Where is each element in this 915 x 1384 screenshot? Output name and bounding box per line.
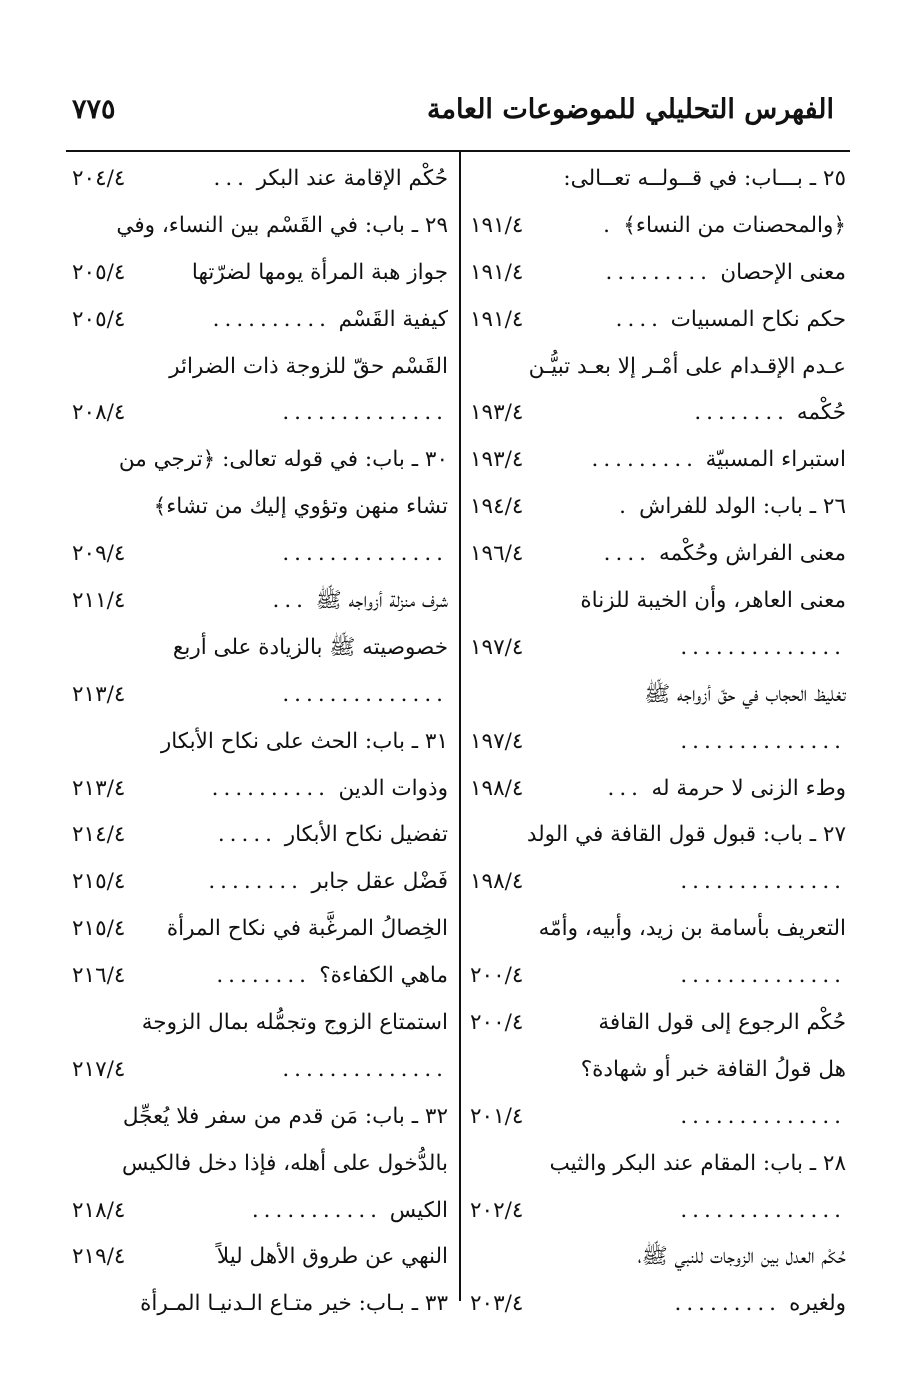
leader-dots: ..............: [282, 681, 448, 707]
page-reference: ٢١٤/٤: [72, 822, 126, 848]
entry-text: ٣٢ ـ باب: مَن قدم من سفر فلا يُعجِّل: [122, 1103, 448, 1129]
index-entry: [470, 344, 846, 391]
leader-dots: ..............: [680, 1197, 846, 1223]
page-reference: ٢٠٠/٤: [470, 1010, 524, 1036]
entry-text: الخِصالُ المرغَّبة في نكاح المرأة: [166, 916, 448, 942]
index-entry: [72, 531, 448, 578]
page-reference: ١٩٨/٤: [470, 775, 524, 801]
entry-text: خصوصيته ﷺ بالزيادة على أربع: [172, 634, 448, 660]
index-entry: [72, 297, 448, 344]
leader-dots: ..............: [680, 728, 846, 754]
index-entry: [470, 1281, 846, 1328]
page-reference: ١٩٧/٤: [470, 728, 524, 754]
leader-dots: ..............: [680, 634, 846, 660]
index-entry: [72, 437, 448, 484]
entry-text: حُكْمه: [796, 400, 846, 426]
page-reference: ٢١١/٤: [72, 588, 126, 614]
page-reference: ٢٠٣/٤: [470, 1291, 524, 1317]
page-reference: ١٩٨/٤: [470, 869, 524, 895]
entry-text: عـدم الإقـدام على أمْـر إلا بعـد تبيُّـن: [528, 353, 846, 379]
leader-dots: ...: [272, 588, 308, 614]
index-entry: [72, 953, 448, 1000]
leader-dots: .........: [674, 1291, 781, 1317]
page-reference: ٢٠٩/٤: [72, 541, 126, 567]
page-reference: ٢١٣/٤: [72, 681, 126, 707]
entry-text: ماهي الكفاءة؟: [319, 963, 448, 989]
page-reference: ١٩٧/٤: [470, 634, 524, 660]
index-entry: [470, 578, 846, 625]
entry-text: بالدُّخول على أهله، فإذا دخل فالكيس: [122, 1150, 448, 1176]
leader-dots: ..............: [680, 963, 846, 989]
entry-text: حُكْم العدل بين الزوجات للنبي ﷺ،: [637, 1244, 846, 1270]
page-reference: ١٩١/٤: [470, 306, 524, 332]
leader-dots: ....: [615, 306, 663, 332]
index-entry: [72, 1234, 448, 1281]
index-entry: [470, 297, 846, 344]
index-entry: [470, 625, 846, 672]
index-entry: [72, 1281, 448, 1328]
index-entry: [470, 250, 846, 297]
index-entry: [72, 859, 448, 906]
page-reference: ٢١٦/٤: [72, 963, 126, 989]
page-reference: ٢١٥/٤: [72, 869, 126, 895]
entry-text: جواز هبة المرأة يومها لضرّتها: [191, 259, 448, 285]
entry-text: معنى العاهر، وأن الخيبة للزناة: [580, 588, 846, 614]
entry-text: الكيس: [389, 1197, 448, 1223]
page-reference: ١٩٦/٤: [470, 541, 524, 567]
index-entry: [470, 953, 846, 1000]
leader-dots: ........: [694, 400, 789, 426]
leader-dots: .: [603, 212, 615, 238]
index-entry: [72, 1141, 448, 1188]
leader-dots: ...: [213, 166, 249, 191]
page-reference: ٢١٨/٤: [72, 1197, 126, 1223]
index-entry: [72, 203, 448, 250]
entry-text: وطء الزنى لا حرمة له: [651, 775, 846, 801]
entry-text: التعريف بأسامة بن زيد، وأبيه، وأمّه: [538, 916, 846, 942]
entry-text: حُكْم الإقامة عند البكر: [256, 166, 448, 191]
page-reference: ٢٠١/٤: [470, 1103, 524, 1129]
page-title: الفهرس التحليلي للموضوعات العامة: [427, 94, 834, 125]
entry-text: ٢٧ ـ باب: قبول قول القافة في الولد: [526, 822, 846, 848]
entry-text: معنى الإحصان: [720, 259, 846, 285]
entry-text: فَضْل عقل جابر: [311, 869, 448, 895]
index-entry: [470, 906, 846, 953]
leader-dots: ...: [607, 775, 643, 801]
entry-text: حكم نكاح المسبيات: [670, 306, 846, 332]
entry-text: القَسْم حقّ للزوجة ذات الضرائر: [169, 353, 448, 379]
entry-text: تغليظ الحجاب في حقّ أزواجه ﷺ: [644, 681, 846, 707]
index-entry: [72, 250, 448, 297]
leader-dots: ..............: [680, 1103, 846, 1129]
page-reference: ٢٠٢/٤: [470, 1197, 524, 1223]
index-entry: [470, 484, 846, 531]
leader-dots: ..........: [211, 775, 330, 801]
index-entry: [72, 672, 448, 719]
page-reference: ٢٠٨/٤: [72, 400, 126, 426]
leader-dots: ..............: [282, 541, 448, 567]
index-entry: [72, 484, 448, 531]
entry-text: استمتاع الزوج وتجمُّله بمال الزوجة: [141, 1010, 448, 1036]
leader-dots: ........: [216, 963, 311, 989]
index-entry: [470, 1188, 846, 1235]
index-column-left: [72, 156, 448, 1328]
page-number: ٧٧٥: [72, 94, 116, 125]
leader-dots: ..............: [282, 1056, 448, 1082]
page-reference: ١٩٣/٤: [470, 447, 524, 473]
page-reference: ١٩١/٤: [470, 212, 524, 238]
index-entry: [470, 437, 846, 484]
index-column-right: [470, 156, 846, 1328]
entry-text: ٢٦ ـ باب: الولد للفراش: [639, 494, 846, 520]
entry-text: ولغيره: [789, 1291, 846, 1317]
leader-dots: ....: [603, 541, 651, 567]
entry-text: معنى الفراش وحُكْمه: [659, 541, 846, 567]
leader-dots: ...........: [251, 1197, 382, 1223]
index-entry: [72, 1188, 448, 1235]
entry-text: ٢٩ ـ باب: في القَسْم بين النساء، وفي: [116, 212, 448, 238]
leader-dots: .........: [605, 259, 712, 285]
leader-dots: .: [619, 494, 631, 520]
page-reference: ٢٠٥/٤: [72, 306, 126, 332]
entry-text: شرف منزلة أزواجه ﷺ: [315, 588, 448, 614]
index-entry: [470, 1141, 846, 1188]
column-divider: [459, 151, 461, 1301]
entry-text: كيفية القَسْم: [338, 306, 448, 332]
index-entry: [470, 672, 846, 719]
page-reference: ٢٠٤/٤: [72, 166, 126, 191]
page-reference: ٢١٣/٤: [72, 775, 126, 801]
page-reference: ٢١٧/٤: [72, 1056, 126, 1082]
index-entry: [72, 1000, 448, 1047]
index-entry: [72, 390, 448, 437]
page-reference: ٢١٥/٤: [72, 916, 126, 942]
index-entry: [470, 812, 846, 859]
page-reference: ٢١٩/٤: [72, 1244, 126, 1270]
index-entry: [470, 1094, 846, 1141]
index-entry: [470, 1000, 846, 1047]
index-entry: [72, 906, 448, 953]
leader-dots: ..............: [680, 869, 846, 895]
index-entry: [470, 156, 846, 203]
index-entry: [72, 625, 448, 672]
entry-text: ٢٥ ـ بـــاب: في قــولــه تعــالى:: [563, 166, 846, 191]
index-entry: [470, 1047, 846, 1094]
index-entry: [470, 766, 846, 813]
index-entry: [72, 812, 448, 859]
entry-text: تشاء منهن وتؤوي إليك من تشاء﴾: [153, 494, 448, 520]
index-entry: [470, 390, 846, 437]
entry-text: ٣١ ـ باب: الحث على نكاح الأبكار: [160, 728, 448, 754]
page-reference: ١٩١/٤: [470, 259, 524, 285]
index-entry: [72, 719, 448, 766]
entry-text: تفضيل نكاح الأبكار: [284, 822, 448, 848]
index-entry: [470, 859, 846, 906]
page-reference: ١٩٤/٤: [470, 494, 524, 520]
index-entry: [72, 578, 448, 625]
index-entry: [72, 1094, 448, 1141]
page-reference: ١٩٣/٤: [470, 400, 524, 426]
index-entry: [470, 531, 846, 578]
entry-text: ٢٨ ـ باب: المقام عند البكر والثيب: [549, 1150, 846, 1176]
index-entry: [72, 344, 448, 391]
index-entry: [470, 203, 846, 250]
leader-dots: .....: [217, 822, 277, 848]
leader-dots: .........: [591, 447, 698, 473]
entry-text: ٣٠ ـ باب: في قوله تعالى: ﴿ترجي من: [118, 447, 448, 473]
entry-text: هل قولُ القافة خبر أو شهادة؟: [580, 1056, 846, 1082]
index-entry: [72, 1047, 448, 1094]
page-reference: ٢٠٥/٤: [72, 259, 126, 285]
index-entry: [72, 156, 448, 203]
entry-text: وذوات الدين: [338, 775, 448, 801]
entry-text: ٣٣ ـ بـاب: خير متـاع الـدنيـا المـرأة: [140, 1291, 448, 1317]
leader-dots: ........: [208, 869, 303, 895]
page-reference: ٢٠٠/٤: [470, 963, 524, 989]
entry-text: ﴿والمحصنات من النساء﴾: [623, 212, 846, 238]
index-entry: [470, 719, 846, 766]
index-entry: [470, 1234, 846, 1281]
leader-dots: ..........: [212, 306, 331, 332]
page-header: [72, 92, 842, 142]
entry-text: حُكْم الرجوع إلى قول القافة: [598, 1010, 846, 1036]
header-rule: [66, 150, 850, 152]
entry-text: استبراء المسبيّة: [705, 447, 846, 473]
entry-text: النهي عن طروق الأهل ليلاً: [216, 1244, 448, 1270]
leader-dots: ..............: [282, 400, 448, 426]
index-entry: [72, 766, 448, 813]
